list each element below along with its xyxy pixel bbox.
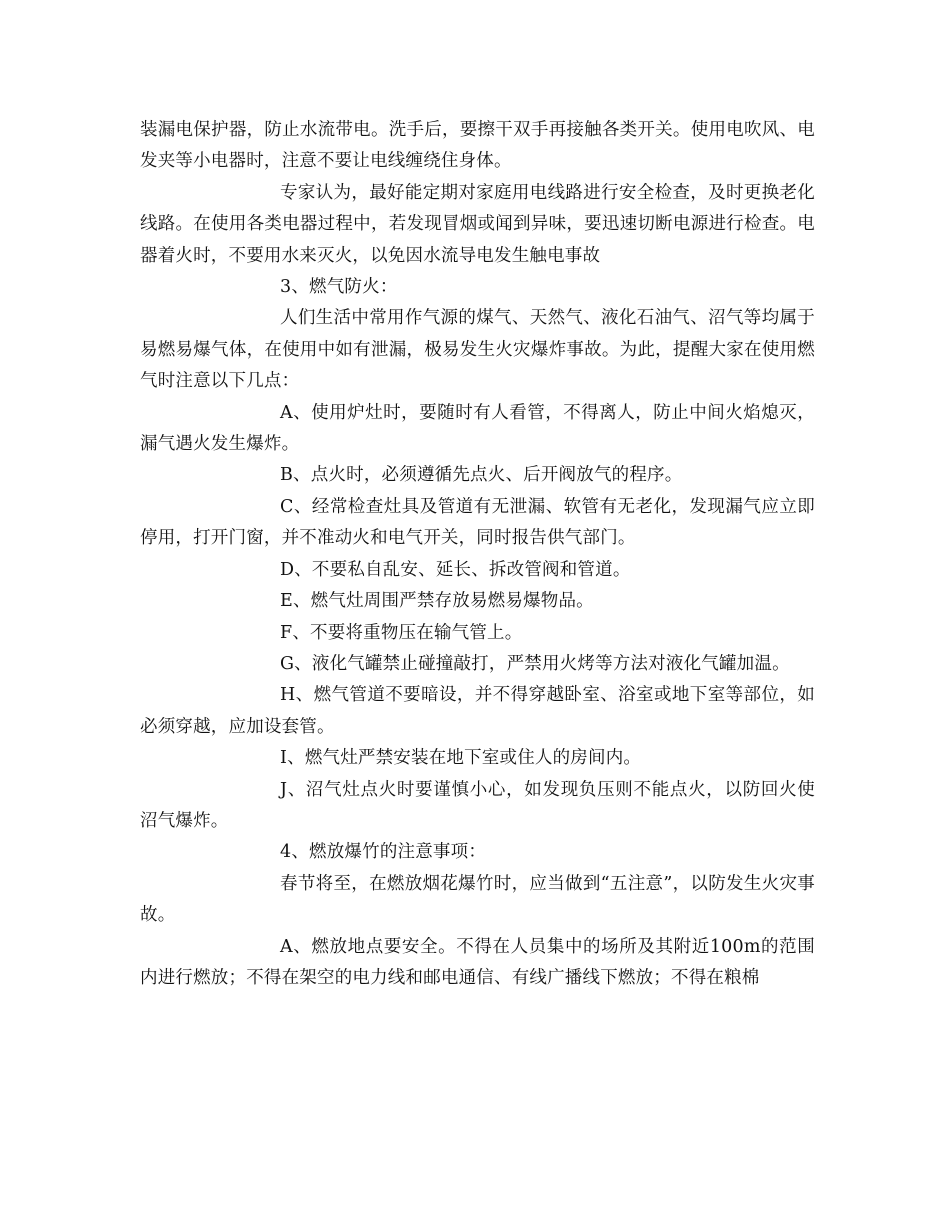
paragraph: B、点火时，必须遵循先点火、后开阀放气的程序。 — [280, 465, 683, 486]
document-body — [140, 115, 815, 994]
paragraph: 专家认为，最好能定期对家庭用电线路进行安全检查，及时更换老化线路。在使用各类电器过程中，若发现冒烟或闻到异味，要迅速切断电源进行检查。电器着火时，不要用水来灭火，以免因水流导电发生触电事故 — [140, 182, 815, 266]
paragraph: 4、燃放爆竹的注意事项： — [280, 842, 487, 863]
paragraph: F、不要将重物压在输气管上。 — [280, 622, 523, 643]
paragraph: 装漏电保护器，防止水流带电。洗手后，要擦干双手再接触各类开关。使用电吹风、电发夹等小电器时，注意不要让电线缠绕住身体。 — [140, 120, 815, 172]
paragraph: 3、燃气防火： — [280, 277, 398, 298]
paragraph: C、经常检查灶具及管道有无泄漏、软管有无老化，发现漏气应立即停用，打开门窗，并不准动火和电气开关，同时报告供气部门。 — [140, 496, 815, 549]
paragraph: D、不要私自乱安、延长、拆改管阀和管道。 — [280, 559, 631, 580]
paragraph: G、液化气罐禁止碰撞敲打，严禁用火烤等方法对液化气罐加温。 — [280, 653, 790, 674]
paragraph: E、燃气灶周围严禁存放易燃易爆物品。 — [280, 591, 594, 612]
paragraph: H、燃气管道不要暗设，并不得穿越卧室、浴室或地下室等部位，如必须穿越，应加设套管。 — [140, 685, 815, 737]
paragraph: A、使用炉灶时，要随时有人看管，不得离人，防止中间火焰熄灭，漏气遇火发生爆炸。 — [140, 402, 815, 455]
paragraph: 春节将至，在燃放烟花爆竹时，应当做到“五注意”，以防发生火灾事故。 — [140, 873, 815, 926]
paragraph: I、燃气灶严禁安装在地下室或住人的房间内。 — [280, 748, 642, 769]
paragraph: J、沼气灶点火时要谨慎小心，如发现负压则不能点火，以防回火使沼气爆炸。 — [140, 779, 815, 831]
paragraph: A、燃放地点要安全。不得在人员集中的场所及其附近100m的范围内进行燃放；不得在架空的电力线和邮电通信、有线广播线下燃放；不得在粮棉 — [140, 936, 815, 988]
paragraph: 人们生活中常用作气源的煤气、天然气、液化石油气、沼气等均属于易燃易爆气体，在使用中如有泄漏，极易发生火灾爆炸事故。为此，提醒大家在使用燃气时注意以下几点： — [140, 308, 815, 392]
